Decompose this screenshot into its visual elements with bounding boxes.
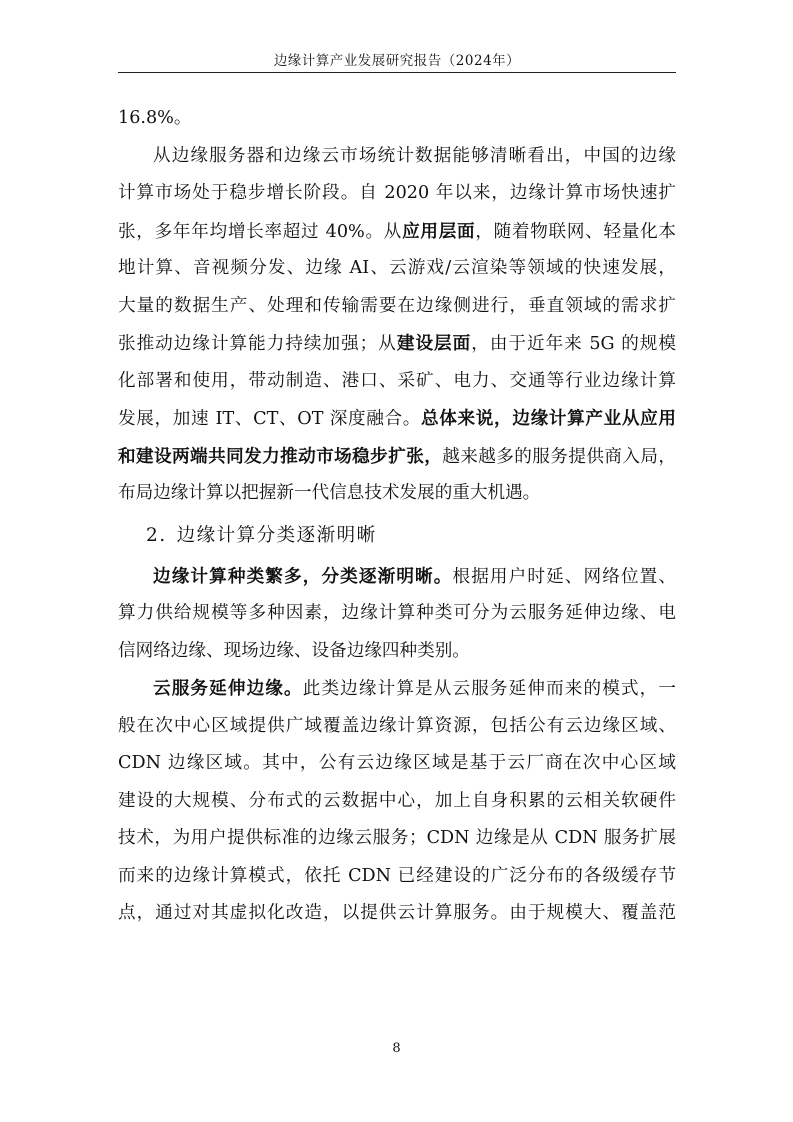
text-line	[118, 595, 676, 633]
bold-run: 和建设两端共同发力推动市场稳步扩张，	[118, 445, 443, 467]
text-run: 布局边缘计算以把握新一代信息技术发展的重大机遇。	[118, 483, 541, 503]
text-run: 般在次中心区域提供广域覆盖边缘计算资源，包括公有云边缘区域、	[118, 715, 676, 736]
paragraph-continuation	[118, 100, 676, 138]
text-line	[118, 820, 676, 858]
text-run: 大量的数据生产、处理和传输需要在边缘侧进行，垂直领域的需求扩	[118, 295, 676, 316]
text-run: 根据用户时延、网络位置、	[452, 566, 676, 587]
text-run: 点，通过对其虚拟化改造，以提供云计算服务。由于规模大、覆盖范	[118, 903, 676, 923]
text-line	[118, 895, 676, 933]
text-line	[118, 363, 676, 401]
text-run: 16.8%。	[118, 108, 192, 128]
bold-run: 云服务延伸边缘。	[153, 678, 303, 699]
text-line	[118, 213, 676, 251]
text-line	[118, 708, 676, 746]
text-line	[118, 438, 676, 476]
text-run: 化部署和使用，带动制造、港口、采矿、电力、交通等行业边缘计算	[118, 370, 676, 391]
text-run: 计算市场处于稳步增长阶段。自 2020 年以来，边缘计算市场快速扩	[118, 183, 676, 203]
text-run: 越来越多的服务提供商入局，	[442, 446, 676, 467]
text-line	[118, 250, 676, 288]
text-line	[118, 100, 676, 138]
text-run: 技术，为用户提供标准的边缘云服务；CDN 边缘是从 CDN 服务扩展	[118, 828, 676, 848]
text-line	[118, 138, 676, 176]
text-line	[118, 783, 676, 821]
header-rule	[118, 72, 676, 73]
document-body	[118, 100, 676, 933]
text-run: ，随着物联网、轻量化本	[475, 221, 676, 242]
section-number: 2.	[146, 524, 167, 546]
text-run: 张推动边缘计算能力持续加强；从	[118, 334, 397, 354]
text-line	[118, 745, 676, 783]
text-run: 信网络边缘、现场边缘、设备边缘四种类别。	[118, 640, 470, 661]
bold-run: 建设层面	[396, 333, 472, 354]
text-run: 而来的边缘计算模式，依托 CDN 已经建设的广泛分布的各级缓存节	[118, 865, 676, 886]
text-run: CDN 边缘区域。其中，公有云边缘区域是基于云厂商在次中心区域	[118, 753, 676, 773]
text-run: 从边缘服务器和边缘云市场统计数据能够清晰看出，中国的边缘	[153, 145, 676, 166]
text-line	[118, 475, 676, 513]
bold-run: 应用层面	[402, 220, 476, 242]
running-header: 边缘计算产业发展研究报告（2024年）	[273, 53, 521, 69]
bold-run: 边缘计算种类繁多，分类逐渐明晰。	[153, 565, 453, 587]
text-line	[118, 670, 676, 708]
bold-run: 总体来说，边缘计算产业从应用	[421, 408, 676, 429]
paragraph-classification	[118, 558, 676, 671]
text-run: 地计算、音视频分发、边缘 AI、云游戏/云渲染等领域的快速发展，	[118, 258, 676, 278]
text-line	[118, 558, 676, 596]
text-run: 建设的大规模、分布式的云数据中心，加上自身积累的云相关软硬件	[118, 790, 676, 811]
text-line	[118, 858, 676, 896]
text-line	[118, 288, 676, 326]
section-heading	[118, 515, 676, 556]
text-run: 发展，加速 IT、CT、OT 深度融合。	[118, 409, 422, 429]
text-run: 张，多年年均增长率超过 40%。从	[118, 221, 403, 242]
text-run: ，由于近年来 5G 的规模	[471, 334, 676, 354]
text-line	[118, 400, 676, 438]
text-line	[118, 633, 676, 671]
page-number: 8	[392, 1041, 401, 1056]
paragraph-cloud-extension-edge	[118, 670, 676, 933]
text-line	[118, 175, 676, 213]
paragraph-market-overview	[118, 138, 676, 513]
text-line	[118, 325, 676, 363]
text-run: 算力供给规模等多种因素，边缘计算种类可分为云服务延伸边缘、电	[118, 603, 676, 623]
section-title: 边缘计算分类逐渐明晰	[176, 524, 377, 546]
text-run: 此类边缘计算是从云服务延伸而来的模式，一	[302, 679, 676, 699]
